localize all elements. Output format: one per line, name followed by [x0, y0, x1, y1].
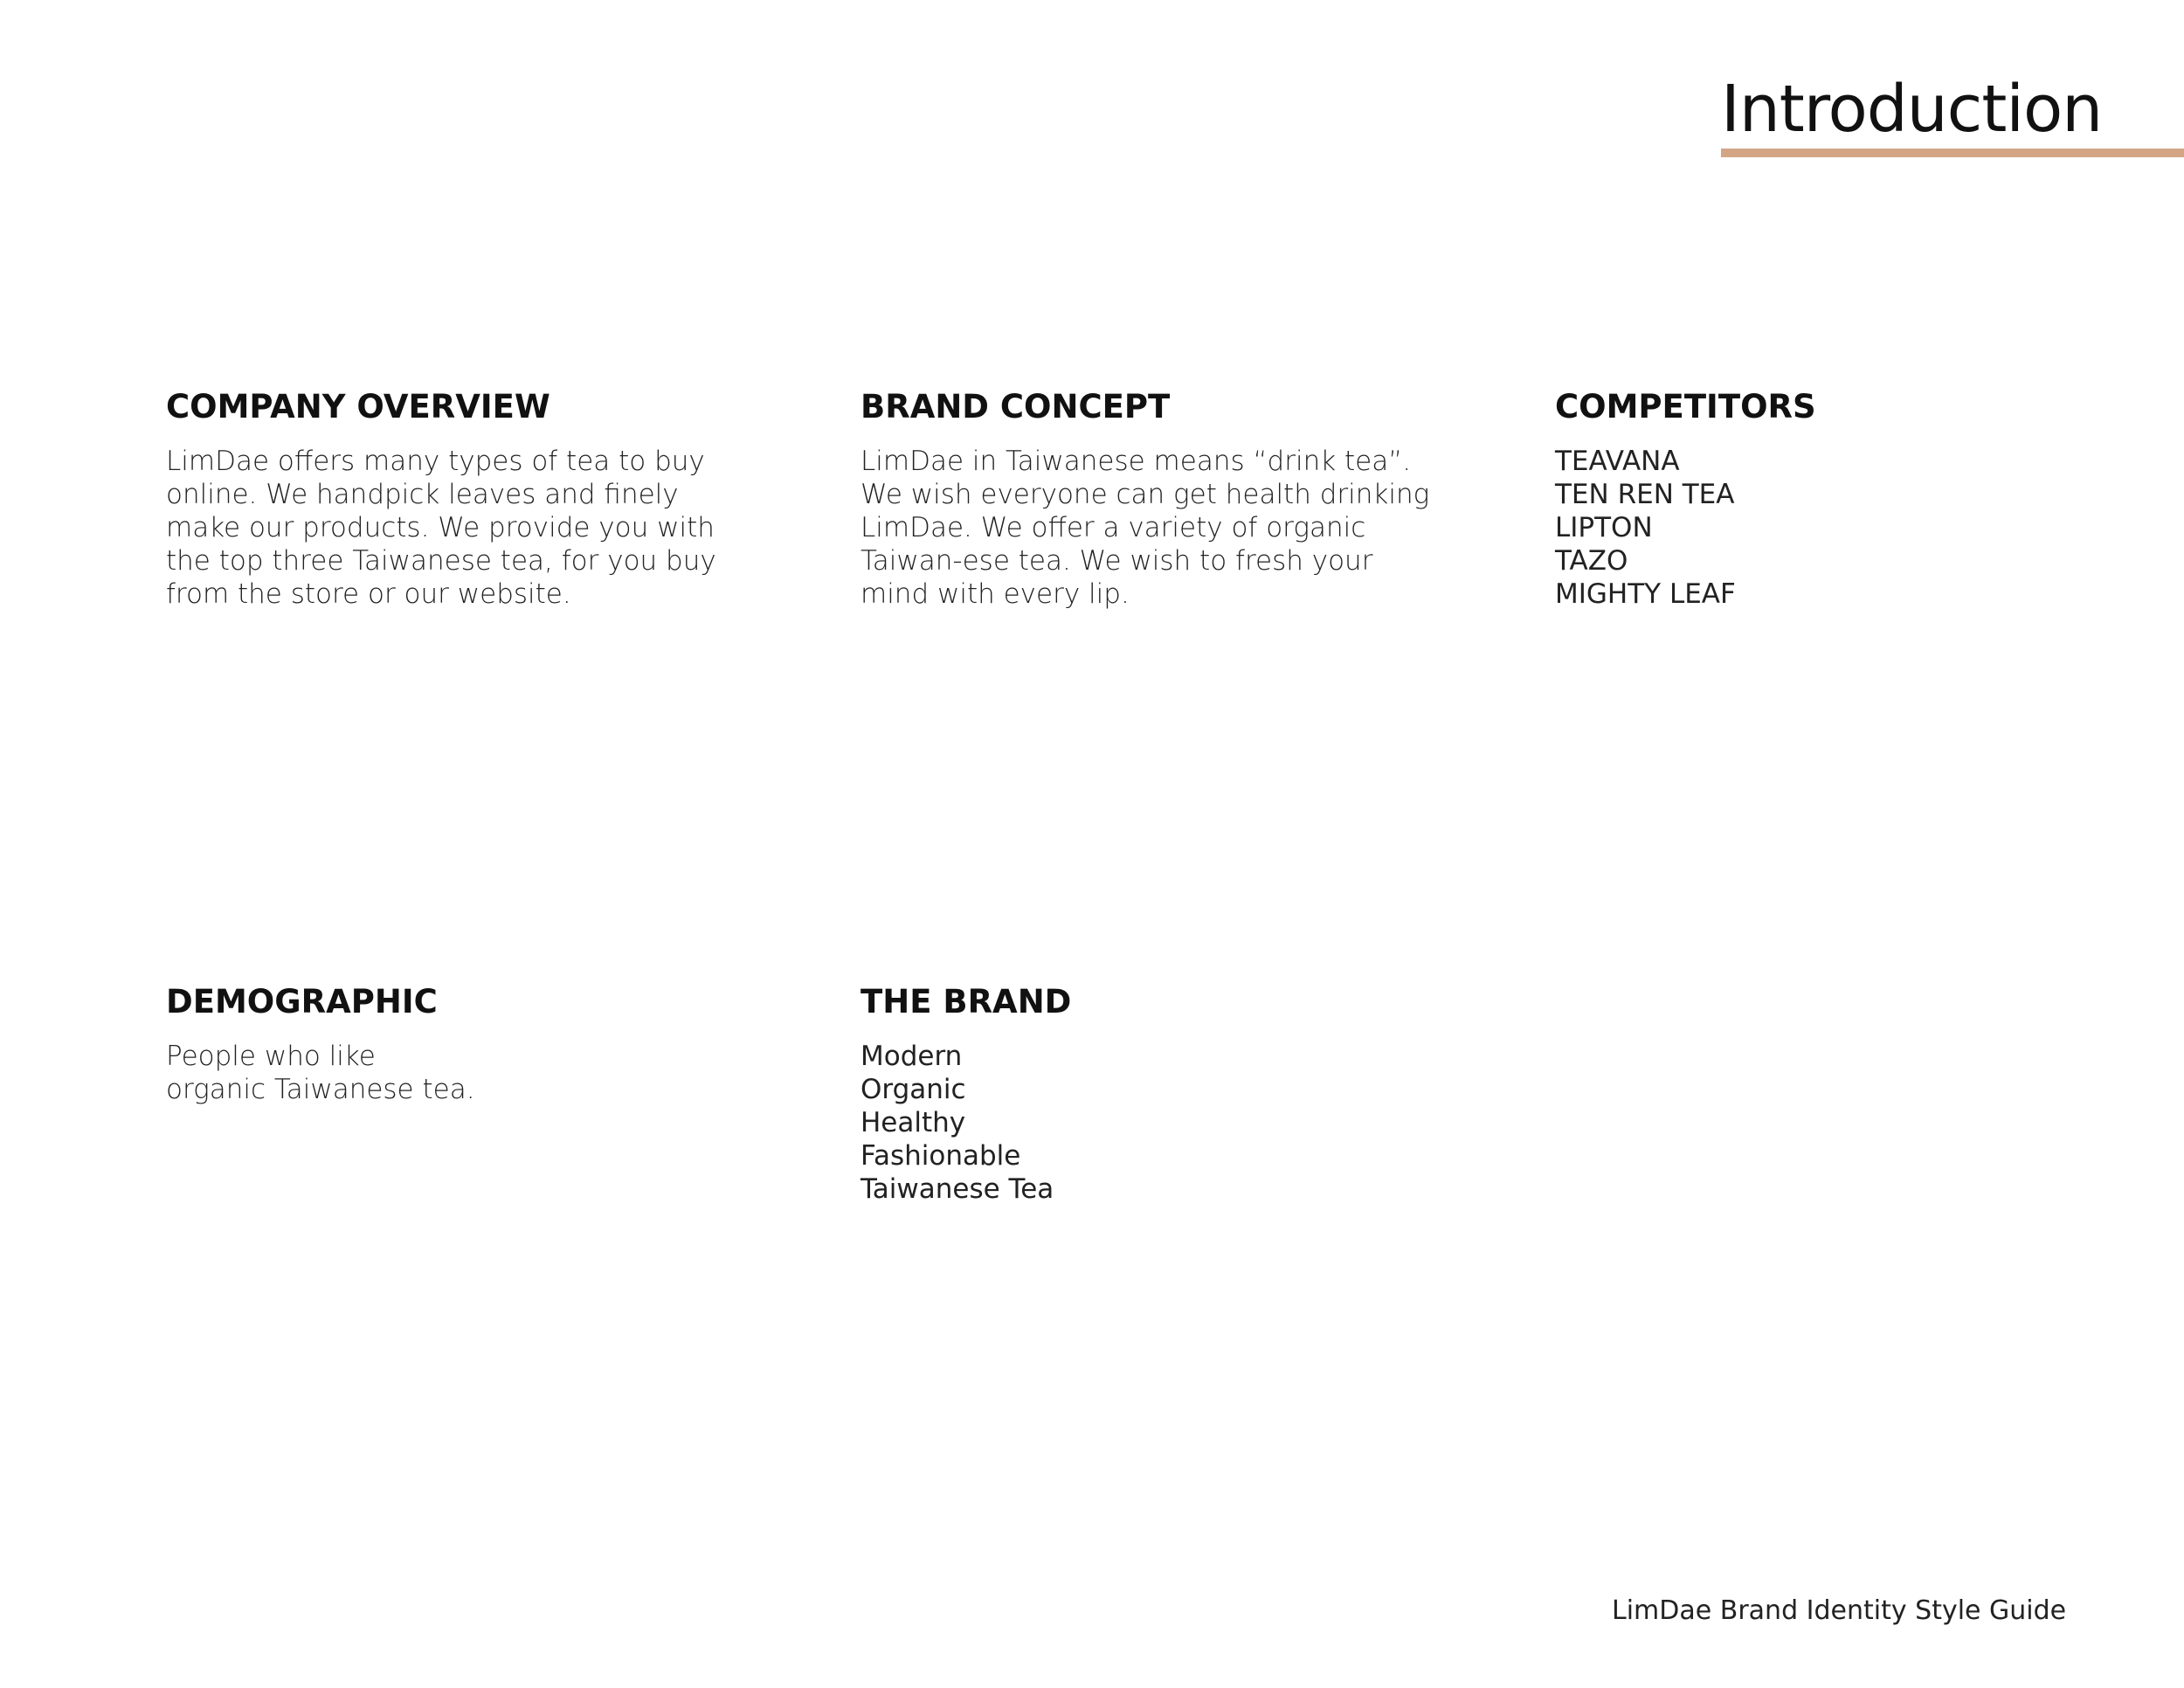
title-underline — [1721, 149, 2184, 157]
demographic-section — [166, 983, 480, 1106]
list-item: TEN REN TEA — [1555, 479, 1735, 510]
list-item: TAZO — [1555, 545, 1628, 577]
company-overview-heading: COMPANY OVERVIEW — [166, 388, 550, 425]
list-item: LIPTON — [1555, 512, 1653, 543]
the-brand-heading: THE BRAND — [860, 983, 1072, 1020]
the-brand-section — [860, 983, 1385, 1206]
demographic-body: People who like organic Taiwanese tea. — [166, 1041, 475, 1105]
list-item: Fashionable — [860, 1140, 1021, 1172]
competitors-heading: COMPETITORS — [1555, 388, 1816, 425]
company-overview-section — [166, 388, 743, 611]
footer-text: LimDae Brand Identity Style Guide — [1612, 1595, 2067, 1626]
list-item: Taiwanese Tea — [860, 1173, 1054, 1205]
brand-concept-body: LimDae in Taiwanese means “drink tea”. We wish everyone can get health drinking LimDae. We offer a variety of organic Taiwan-ese tea. We wish to fresh your mind with every lip. — [860, 446, 1430, 610]
demographic-heading: DEMOGRAPHIC — [166, 983, 438, 1020]
company-overview-body: LimDae offers many types of tea to buy online. We handpick leaves and finely make our products. We provide you with the top three Taiwanese tea, for you buy from the store or our website. — [166, 446, 716, 610]
brand-concept-section — [860, 388, 1437, 611]
page-title: Introduction — [1721, 72, 2103, 147]
list-item: MIGHTY LEAF — [1555, 578, 1736, 610]
list-item: TEAVANA — [1555, 446, 1680, 477]
the-brand-list — [860, 1040, 1385, 1206]
competitors-list — [1555, 445, 2079, 611]
list-item: Healthy — [860, 1107, 966, 1138]
competitors-section — [1555, 388, 2079, 611]
list-item: Organic — [860, 1074, 966, 1105]
brand-concept-heading: BRAND CONCEPT — [860, 388, 1171, 425]
list-item: Modern — [860, 1041, 963, 1072]
